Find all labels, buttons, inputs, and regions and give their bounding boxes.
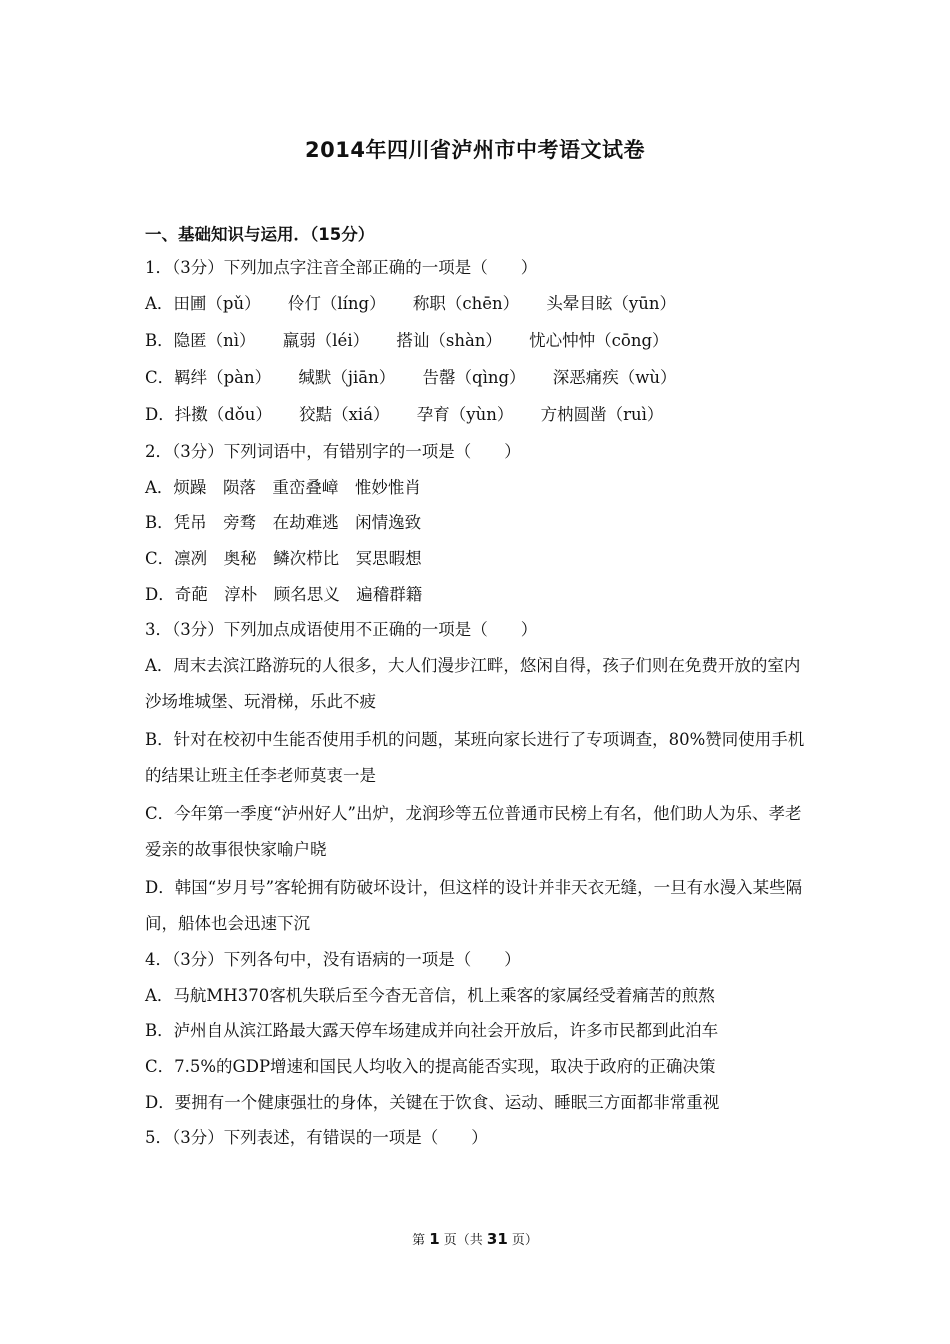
current-page-number: 1 [429,1230,440,1248]
question-1-option-b [145,329,669,353]
footer-suffix: 页） [507,1233,538,1248]
question-1-stem: 1．（3分）下列加点字注音全部正确的一项是（ ） [145,258,538,277]
q1-c-item-2: 缄默（jiān） [298,368,396,387]
question-2-option-b: B．凭吊 旁骛 在劫难逃 闲情逸致 [145,513,422,532]
total-page-count: 31 [486,1230,508,1248]
question-2-option-d: D．奇葩 淳朴 顾名思义 遍稽群籍 [145,585,423,604]
q1-a-item-3: 称职（chēn） [412,294,520,313]
question-4-option-c: C．7.5%的GDP增速和国民人均收入的提高能否实现，取决于政府的正确决策 [145,1057,716,1076]
footer-middle: 页（共 [439,1233,487,1248]
q1-d-item-3: 孕育（yùn） [416,405,514,424]
question-4-stem: 4．（3分）下列各句中，没有语病的一项是（ ） [145,950,521,969]
footer-prefix: 第 [412,1233,430,1248]
q1-d-item-4: 方枘圆凿（ruì） [540,405,664,424]
q1-a-item-2: 伶仃（líng） [287,294,386,313]
question-2-option-a: A．烦躁 陨落 重峦叠嶂 惟妙惟肖 [145,478,421,497]
q1-a-item-1: A．田圃（pǔ） [145,294,261,313]
question-4-option-b: B．泸州自从滨江路最大露天停车场建成并向社会开放后，许多市民都到此泊车 [145,1021,719,1040]
q1-d-item-1: D．抖擞（dǒu） [145,405,272,424]
question-1-option-c [145,366,677,390]
question-3-stem: 3．（3分）下列加点成语使用不正确的一项是（ ） [145,620,538,639]
q1-b-item-1: B．隐匿（nì） [145,331,256,350]
q1-c-item-3: 告罄（qìng） [422,368,526,387]
q1-b-item-2: 羸弱（léi） [282,331,370,350]
question-2-stem: 2．（3分）下列词语中，有错别字的一项是（ ） [145,442,521,461]
section-heading: 一、基础知识与运用．（15分） [145,225,375,244]
question-4-option-a: A．马航MH370客机失联后至今杳无音信，机上乘客的家属经受着痛苦的煎熬 [145,986,715,1005]
q1-c-item-1: C．羁绊（pàn） [145,368,272,387]
question-5-stem: 5．（3分）下列表述，有错误的一项是（ ） [145,1128,488,1147]
question-3-option-d: D．韩国“岁月号”客轮拥有防破坏设计，但这样的设计并非天衣无缝，一旦有水漫入某些隔间，船体也会迅速下沉 [145,878,803,933]
question-1-option-d [145,403,663,427]
question-4-option-d: D．要拥有一个健康强壮的身体，关键在于饮食、运动、睡眠三方面都非常重视 [145,1093,720,1112]
q1-c-item-4: 深恶痛疾（wù） [552,368,677,387]
q1-a-item-4: 头晕目眩（yūn） [546,294,676,313]
q1-d-item-2: 狡黠（xiá） [299,405,390,424]
question-2-option-c: C．凛冽 奥秘 鳞次栉比 冥思暇想 [145,549,422,568]
q1-b-item-4: 忧心忡忡（cōng） [529,331,669,350]
page-title: 2014年四川省泸州市中考语文试卷 [305,138,645,162]
question-3-option-c: C．今年第一季度“泸州好人”出炉，龙润珍等五位普通市民榜上有名，他们助人为乐、孝老爱亲的故事很快家喻户晓 [145,804,802,859]
q1-b-item-3: 搭讪（shàn） [396,331,502,350]
page-footer [0,1229,950,1248]
question-3-option-a: A．周末去滨江路游玩的人很多，大人们漫步江畔，悠闲自得，孩子们则在免费开放的室内沙场堆城堡、玩滑梯，乐此不疲 [145,656,801,711]
question-3-option-b: B．针对在校初中生能否使用手机的问题，某班向家长进行了专项调查，80%赞同使用手机的结果让班主任李老师莫衷一是 [145,730,805,785]
question-1-option-a [145,292,676,316]
